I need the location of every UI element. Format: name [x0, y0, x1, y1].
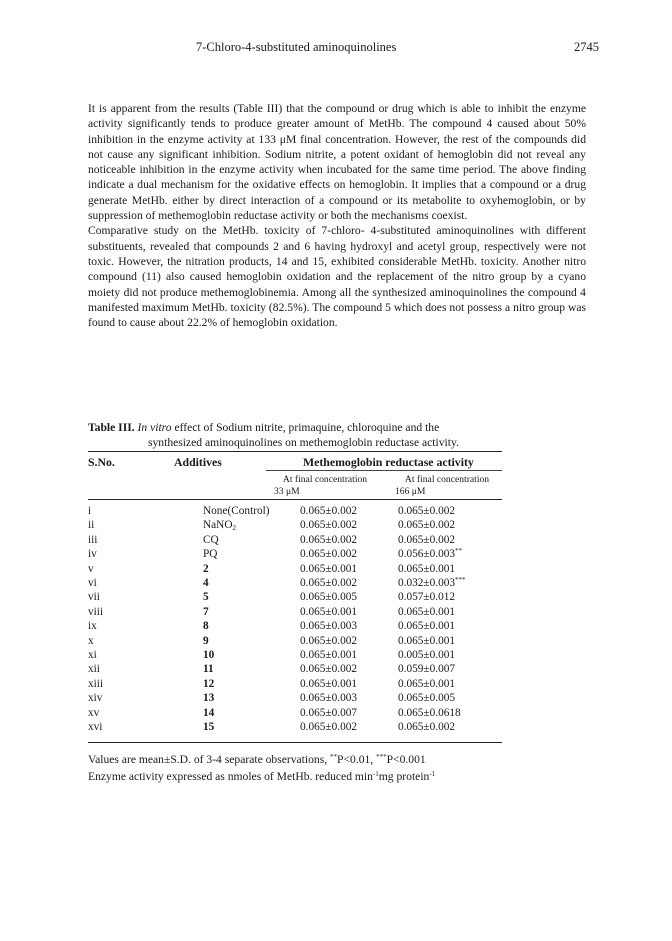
- cell-additive: [203, 721, 214, 733]
- cell-additive-text: 11: [203, 663, 214, 676]
- cell-33um: 0.065±0.002: [300, 721, 358, 733]
- cell-sno: xiv: [88, 692, 103, 705]
- text-line: effects on hemoglobin. It implies that a compound or a drug generate MetHb.: [88, 178, 586, 207]
- footnote-1-text: Values are mean±S.D. of 3-4 separate observations,: [88, 753, 331, 766]
- header-bottom-rule: [88, 499, 502, 500]
- cell-sno: viii: [88, 605, 104, 618]
- cell-additive-text: 13: [203, 692, 215, 705]
- text-line: was found to cause about 22.2% of hemoglobin oxidation.: [88, 300, 586, 330]
- cell-additive-text: 8: [203, 620, 209, 633]
- cell-166um-text: 0.065±0.002: [398, 519, 456, 532]
- cell-sno: vii: [88, 591, 100, 604]
- cell-166um: [398, 548, 462, 560]
- cell-166um: [398, 534, 455, 546]
- cell-additive: [203, 663, 214, 675]
- footnote-1: [88, 752, 568, 769]
- cell-33um: 0.065±0.002: [300, 577, 358, 589]
- cell-166um: [398, 606, 455, 618]
- cell-33um: 0.065±0.001: [300, 605, 358, 618]
- table-row: [88, 620, 502, 634]
- cell-166um: [398, 519, 455, 531]
- cell-166um-text: 0.065±0.001: [398, 634, 456, 647]
- cell-sno: ix: [88, 620, 97, 633]
- footnote-2-sup1: -1: [372, 769, 379, 778]
- footnote-1-sup1: **: [330, 753, 338, 761]
- cell-166um: [398, 707, 461, 719]
- text-line: MetHb. The compound 4 caused about 50% inhibition in the enzyme activity at: [88, 117, 586, 146]
- subheader-166um-line2: 166 μM: [395, 485, 426, 497]
- cell-166um-text: 0.065±0.002: [398, 533, 456, 546]
- text-line: 133 μM final concentration. However, the rest of the compounds did not cause: [88, 132, 586, 161]
- body-text: [88, 101, 586, 330]
- text-line: any significant inhibition. Sodium nitrite, a potent oxidant of hemoglobin did not: [137, 147, 532, 161]
- cell-166um: [398, 635, 455, 647]
- table-row: [88, 649, 502, 663]
- cell-166um-text: 0.065±0.005: [398, 692, 456, 705]
- cell-sno: iv: [88, 548, 97, 561]
- text-line: same time period. The above finding indicate a dual mechanism for the oxidative: [88, 163, 586, 192]
- cell-33um: 0.065±0.002: [300, 533, 358, 546]
- cell-166um: [398, 649, 455, 661]
- cell-additive-text: 4: [203, 577, 209, 589]
- cell-additive-subscript: 2: [232, 524, 236, 533]
- cell-33um: 0.065±0.002: [300, 663, 358, 676]
- cell-33um: 0.065±0.002: [300, 548, 358, 561]
- cell-additive: [203, 591, 209, 603]
- cell-additive-text: 14: [203, 706, 215, 719]
- text-line: nitration products, 14 and 15, exhibited considerable MetHb. toxicity. Another: [185, 254, 560, 268]
- cell-33um: 0.065±0.001: [300, 649, 358, 661]
- cell-additive: [203, 519, 236, 531]
- cell-33um: 0.065±0.002: [300, 634, 358, 647]
- cell-166um-text: 0.065±0.001: [398, 562, 456, 575]
- text-line: the nitro group by a cyano moiety did not produce methemoglobinemia. Among: [88, 270, 586, 299]
- text-line: to inhibit the enzyme activity significantly tends to produce greater amount of: [88, 102, 587, 131]
- subheader-33um-line2: 33 μM: [274, 485, 300, 497]
- cell-additive-text: NaNO: [203, 519, 233, 532]
- cell-sno: ii: [88, 519, 95, 532]
- cell-additive: [203, 606, 209, 618]
- table-row: [88, 563, 502, 577]
- cell-166um-text: 0.065±0.001: [398, 620, 456, 633]
- cell-166um: [398, 692, 455, 704]
- cell-33um: 0.065±0.003: [300, 692, 358, 705]
- subheader-33um-line1: At final concentration: [282, 474, 368, 485]
- cell-33um: 0.065±0.001: [300, 562, 358, 575]
- caption-line-2: synthesized aminoquinolines on methemoglobin reductase activity.: [148, 435, 459, 449]
- cell-additive: [203, 649, 214, 661]
- cell-166um: [398, 663, 455, 675]
- table-row: [88, 534, 502, 548]
- significance-marker: **: [455, 547, 463, 556]
- text-line: reveal any noticeable inhibition in the enzyme activity when incubated for the: [88, 147, 586, 177]
- cell-33um: 0.065±0.002: [300, 519, 358, 532]
- footnote-1-sup2: ***: [376, 753, 387, 761]
- cell-166um-text: 0.005±0.001: [398, 649, 456, 661]
- table-label: Table III.: [88, 421, 135, 434]
- header-subline: [266, 470, 502, 471]
- footnote-2-mid: mg protein: [378, 769, 430, 783]
- cell-additive-text: 15: [203, 721, 215, 733]
- text-line: aminoquinolines with different substituents, revealed that compounds 2 and 6: [88, 224, 586, 253]
- cell-sno: xii: [88, 663, 100, 676]
- cell-166um-text: 0.056±0.003: [398, 548, 456, 561]
- cell-sno: x: [88, 634, 94, 647]
- table-row: [88, 707, 502, 721]
- cell-166um: [398, 721, 455, 733]
- cell-sno: xvi: [88, 721, 103, 733]
- cell-sno: vi: [88, 577, 97, 589]
- footnote-2: [88, 769, 568, 786]
- footnote-2-sup2: -1: [429, 769, 436, 778]
- cell-sno: xiii: [88, 677, 104, 690]
- cell-166um-text: 0.057±0.012: [398, 591, 456, 604]
- text-line: It is apparent from the results (Table III) that the compound or drug which is able: [88, 102, 481, 115]
- table-row: [88, 721, 502, 735]
- cell-additive: [203, 563, 209, 575]
- table-row: [88, 577, 502, 591]
- cell-166um-text: 0.032±0.003: [398, 577, 456, 589]
- paragraph-2: [88, 223, 586, 330]
- table-row: [88, 606, 502, 620]
- caption-line-1: effect of Sodium nitrite, primaquine, chloroquine and the: [174, 421, 440, 434]
- cell-166um-text: 0.065±0.001: [398, 677, 456, 690]
- cell-sno: iii: [88, 533, 98, 546]
- cell-additive-text: None(Control): [203, 505, 270, 517]
- table-row: [88, 692, 502, 706]
- table-row: [88, 519, 502, 533]
- paragraph-1: [88, 101, 586, 223]
- text-line: MetHb. toxicity (82.5%). The compound 5 which does not possess a nitro group: [191, 300, 565, 314]
- text-line: either by direct interaction of a compound or its metabolite to oxyhemoglobin,: [172, 193, 556, 207]
- cell-additive-text: 12: [203, 677, 215, 690]
- cell-additive-text: PQ: [203, 548, 218, 561]
- cell-additive: [203, 534, 219, 546]
- table-row: [88, 635, 502, 649]
- cell-additive: [203, 577, 209, 589]
- subheader-33um: [266, 474, 384, 497]
- cell-166um: [398, 505, 455, 517]
- cell-sno: v: [88, 562, 94, 575]
- cell-166um-text: 0.065±0.002: [398, 721, 456, 733]
- cell-166um: [398, 577, 466, 589]
- cell-33um: 0.065±0.007: [300, 706, 358, 719]
- caption-italic: In vitro: [137, 421, 172, 434]
- cell-additive: [203, 548, 217, 560]
- cell-166um: [398, 591, 455, 603]
- header-activity: Methemoglobin reductase activity: [303, 455, 474, 469]
- cell-166um-text: 0.065±0.002: [398, 505, 456, 517]
- cell-additive-text: 5: [203, 591, 209, 604]
- text-line: or by suppression of methemoglobin reductase activity or both the mechanisms: [88, 193, 586, 223]
- cell-166um-text: 0.065±0.001: [398, 605, 456, 618]
- text-line: coexist.: [431, 209, 468, 223]
- text-line: nitro compound (11) also caused hemoglobin oxidation and the replacement of: [88, 254, 586, 284]
- table-row: [88, 548, 502, 562]
- footnote-2-text: Enzyme activity expressed as nmoles of MetHb. reduced min: [88, 769, 373, 783]
- header-sno: S.No.: [88, 455, 115, 469]
- cell-additive: [203, 635, 209, 647]
- table-caption: [88, 421, 586, 450]
- cell-sno: xv: [88, 706, 100, 719]
- footnote-1-p1: P<0.01,: [337, 753, 377, 766]
- text-line: having hydroxyl and acetyl group, respectively were not toxic. However, the: [88, 239, 586, 268]
- cell-additive: [203, 678, 214, 690]
- cell-additive-text: 2: [203, 562, 209, 575]
- table-top-rule: [88, 451, 502, 452]
- table-row: [88, 505, 502, 519]
- cell-sno: i: [88, 505, 92, 517]
- cell-33um: 0.065±0.003: [300, 620, 358, 633]
- cell-additive-text: 7: [203, 605, 209, 618]
- cell-33um: 0.065±0.005: [300, 591, 358, 604]
- footnote-1-p2: P<0.001: [386, 753, 426, 766]
- significance-marker: ***: [455, 576, 466, 584]
- table-row: [88, 591, 502, 605]
- text-line: Comparative study on the MetHb. toxicity of 7-chloro- 4-substituted: [88, 224, 431, 238]
- cell-33um: 0.065±0.001: [300, 677, 358, 690]
- table-row: [88, 663, 502, 677]
- running-title: 7-Chloro-4-substituted aminoquinolines: [196, 40, 397, 54]
- page-number: 2745: [574, 40, 599, 54]
- cell-additive-text: 9: [203, 634, 209, 647]
- table-row: [88, 678, 502, 692]
- cell-sno: xi: [88, 649, 97, 661]
- cell-166um-text: 0.065±0.0618: [398, 706, 461, 719]
- cell-166um-text: 0.059±0.007: [398, 663, 456, 676]
- cell-additive-text: 10: [203, 649, 215, 661]
- table-bottom-rule: [88, 742, 502, 743]
- cell-166um: [398, 678, 455, 690]
- table-footnotes: [88, 752, 568, 785]
- cell-33um: 0.065±0.002: [300, 505, 358, 517]
- cell-166um: [398, 620, 455, 632]
- cell-additive-text: CQ: [203, 533, 219, 546]
- cell-166um: [398, 563, 455, 575]
- subheader-166um-line1: At final concentration: [404, 474, 490, 485]
- cell-additive: [203, 620, 209, 632]
- cell-additive: [203, 692, 214, 704]
- cell-additive: [203, 707, 214, 719]
- cell-additive: [203, 505, 270, 517]
- text-line: all the synthesized aminoquinolines the compound 4 manifested maximum: [88, 285, 586, 314]
- header-additives: Additives: [174, 455, 222, 469]
- subheader-166um: [388, 474, 506, 497]
